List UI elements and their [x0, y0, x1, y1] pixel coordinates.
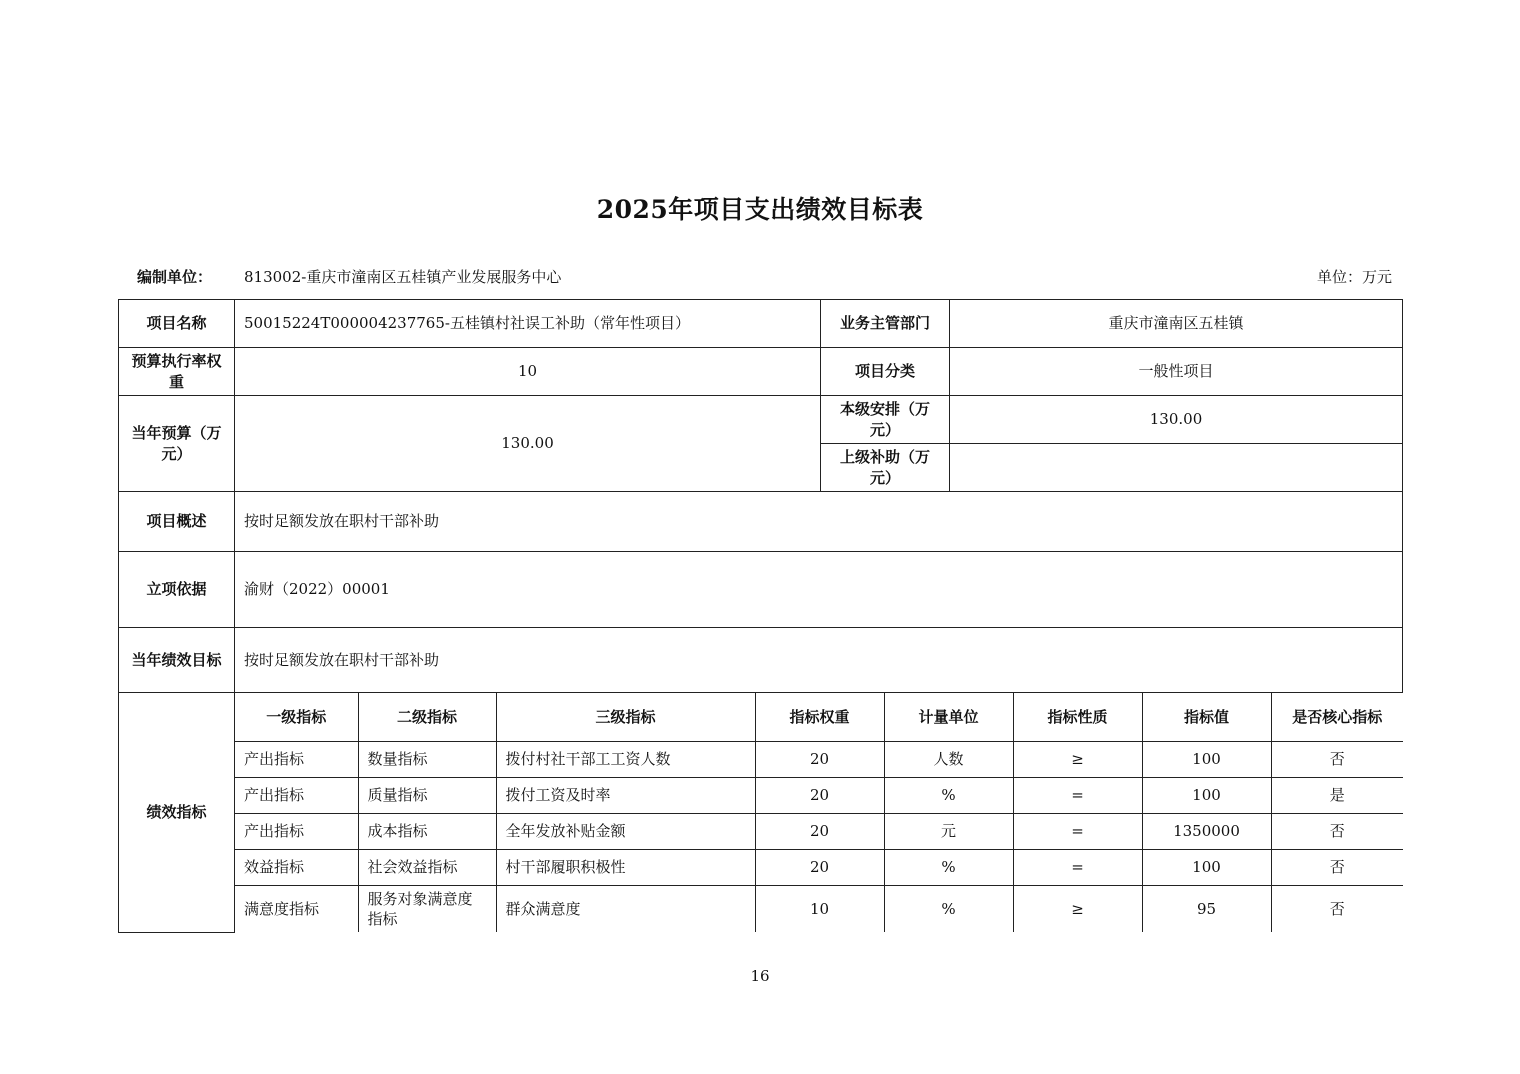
- cell-core: 否: [1271, 849, 1403, 885]
- cell-level1: 效益指标: [235, 849, 358, 885]
- cell-unit: 元: [884, 813, 1013, 849]
- dept-label: 业务主管部门: [821, 300, 950, 348]
- table-row: [235, 813, 1403, 849]
- basis-label: 立项依据: [119, 552, 235, 628]
- local-budget-value: 130.00: [950, 396, 1403, 444]
- cell-level1: 产出指标: [235, 777, 358, 813]
- header-weight: 指标权重: [755, 693, 884, 741]
- cell-level1: 产出指标: [235, 813, 358, 849]
- cell-unit: %: [884, 777, 1013, 813]
- cell-nature: =: [1013, 849, 1142, 885]
- cell-level2: 服务对象满意度指标: [358, 885, 496, 932]
- indicators-header-row: [235, 693, 1403, 741]
- cell-nature: ≥: [1013, 885, 1142, 932]
- header-unit: 计量单位: [884, 693, 1013, 741]
- performance-target-table: [118, 299, 1403, 933]
- cell-core: 否: [1271, 885, 1403, 932]
- cell-level3: 群众满意度: [496, 885, 755, 932]
- indicators-table: [235, 693, 1403, 932]
- summary-label: 项目概述: [119, 492, 235, 552]
- cell-level3: 村干部履职积极性: [496, 849, 755, 885]
- exec-rate-value: 10: [235, 348, 821, 396]
- cell-weight: 10: [755, 885, 884, 932]
- cell-value: 100: [1142, 777, 1271, 813]
- local-budget-label: 本级安排（万元）: [821, 396, 950, 444]
- compiling-unit-label: 编制单位：: [137, 268, 213, 286]
- cell-weight: 20: [755, 813, 884, 849]
- cell-core: 是: [1271, 777, 1403, 813]
- cell-level3: 拨付村社干部工工资人数: [496, 741, 755, 777]
- indicators-label: 绩效指标: [119, 693, 235, 933]
- header-level3: 三级指标: [496, 693, 755, 741]
- header-level2: 二级指标: [358, 693, 496, 741]
- table-row: [235, 849, 1403, 885]
- cell-level1: 产出指标: [235, 741, 358, 777]
- cell-unit: 人数: [884, 741, 1013, 777]
- upper-subsidy-label: 上级补助（万元）: [821, 444, 950, 492]
- indicators-cell: [235, 693, 1403, 933]
- money-unit: 单位：万元: [1316, 268, 1392, 286]
- cell-nature: =: [1013, 777, 1142, 813]
- cell-weight: 20: [755, 741, 884, 777]
- cell-unit: %: [884, 885, 1013, 932]
- cell-nature: ≥: [1013, 741, 1142, 777]
- goal-label: 当年绩效目标: [119, 628, 235, 693]
- cell-weight: 20: [755, 777, 884, 813]
- page-title: 2025年项目支出绩效目标表: [596, 195, 924, 224]
- table-row: [235, 777, 1403, 813]
- dept-value: 重庆市潼南区五桂镇: [950, 300, 1403, 348]
- compiling-unit-value: 813002-重庆市潼南区五桂镇产业发展服务中心: [244, 268, 562, 286]
- cell-weight: 20: [755, 849, 884, 885]
- budget-label: 当年预算（万元）: [119, 396, 235, 492]
- cell-value: 100: [1142, 849, 1271, 885]
- page-number: 16: [750, 967, 770, 985]
- header-nature: 指标性质: [1013, 693, 1142, 741]
- cell-value: 95: [1142, 885, 1271, 932]
- cell-level2: 质量指标: [358, 777, 496, 813]
- cell-level1: 满意度指标: [235, 885, 358, 932]
- cell-level2: 成本指标: [358, 813, 496, 849]
- project-name-label: 项目名称: [119, 300, 235, 348]
- upper-subsidy-value: [950, 444, 1403, 492]
- basis-value: 渝财（2022）00001: [235, 552, 1403, 628]
- category-value: 一般性项目: [950, 348, 1403, 396]
- cell-level2: 社会效益指标: [358, 849, 496, 885]
- cell-core: 否: [1271, 813, 1403, 849]
- cell-level3: 全年发放补贴金额: [496, 813, 755, 849]
- table-row: [235, 885, 1403, 932]
- cell-core: 否: [1271, 741, 1403, 777]
- budget-value: 130.00: [235, 396, 821, 492]
- cell-value: 1350000: [1142, 813, 1271, 849]
- exec-rate-label: 预算执行率权重: [119, 348, 235, 396]
- header-level1: 一级指标: [235, 693, 358, 741]
- goal-value: 按时足额发放在职村干部补助: [235, 628, 1403, 693]
- category-label: 项目分类: [821, 348, 950, 396]
- project-name-value: 50015224T000004237765-五桂镇村社误工补助（常年性项目）: [235, 300, 821, 348]
- cell-level2: 数量指标: [358, 741, 496, 777]
- table-row: [235, 741, 1403, 777]
- header-core: 是否核心指标: [1271, 693, 1403, 741]
- header-value: 指标值: [1142, 693, 1271, 741]
- cell-nature: =: [1013, 813, 1142, 849]
- summary-value: 按时足额发放在职村干部补助: [235, 492, 1403, 552]
- cell-unit: %: [884, 849, 1013, 885]
- cell-value: 100: [1142, 741, 1271, 777]
- cell-level3: 拨付工资及时率: [496, 777, 755, 813]
